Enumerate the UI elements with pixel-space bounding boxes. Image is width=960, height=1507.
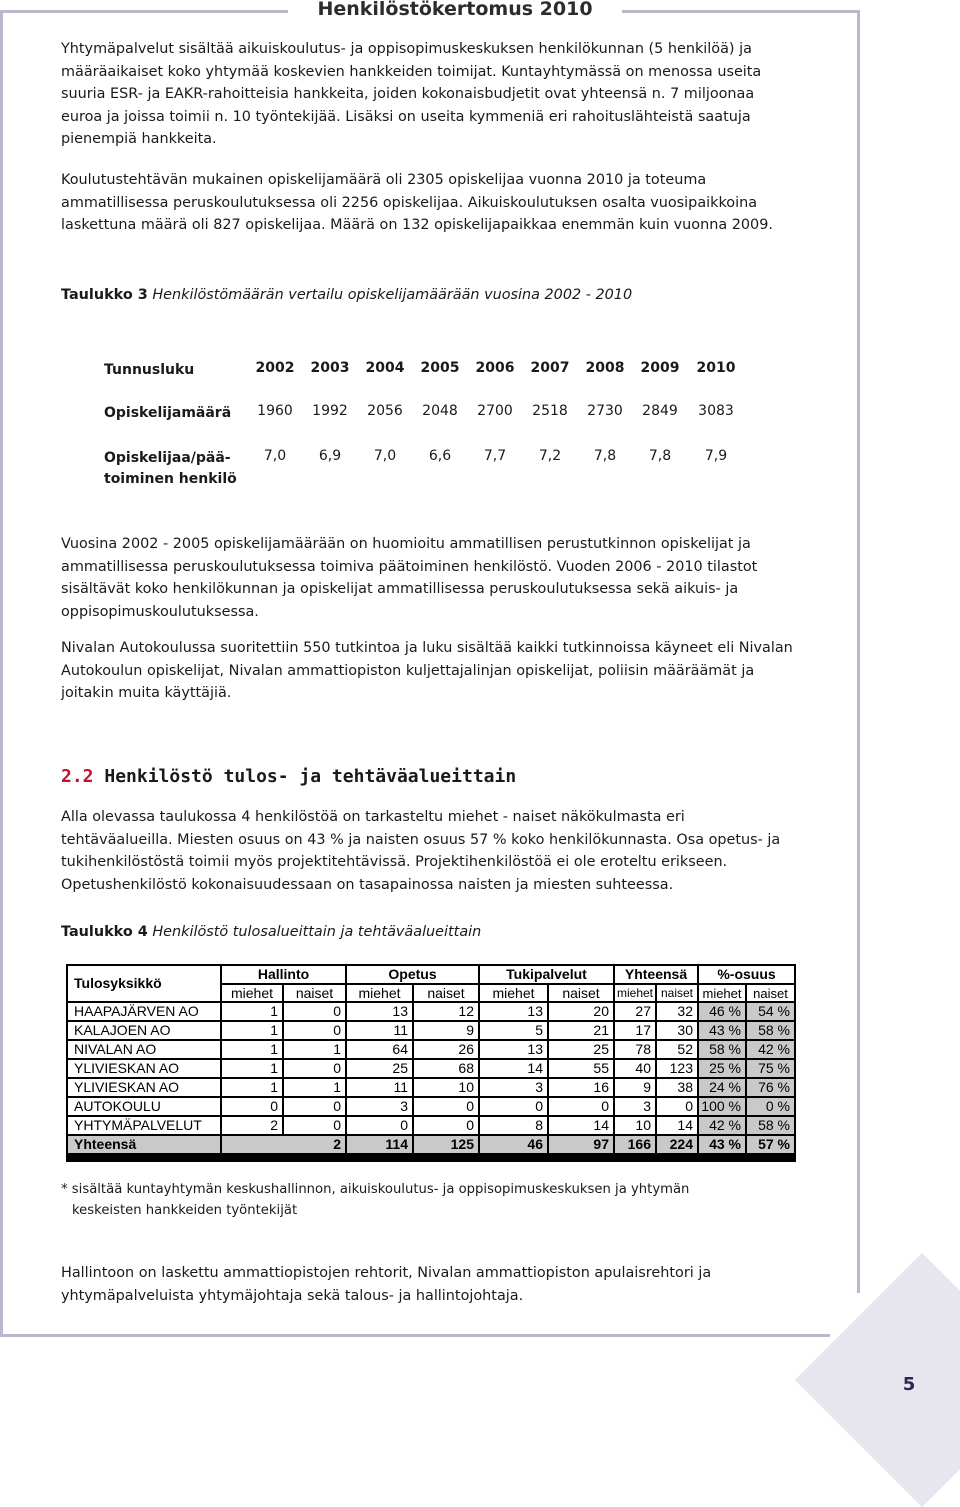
table4-cell: 17 <box>615 1022 655 1039</box>
table4-cell: 1 <box>222 1079 282 1096</box>
section-number: 2.2 <box>61 766 94 787</box>
table3-caption-title: Henkilöstömäärän vertailu opiskelijamäärään vuosina 2002 - 2010 <box>152 287 633 303</box>
table4 <box>66 964 796 1162</box>
table4-cell: 78 <box>615 1041 655 1058</box>
table4-caption-title: Henkilöstö tulosalueittain ja tehtäväalueittain <box>152 924 482 940</box>
table4-total-cell: 114 <box>347 1136 412 1153</box>
table4-cell: 24 % <box>699 1079 745 1096</box>
document-header-title: Henkilöstökertomus 2010 <box>317 0 593 20</box>
table4-total-cell: 43 % <box>699 1136 745 1153</box>
table4-cell: 3 <box>615 1098 655 1115</box>
table4-cell: 38 <box>657 1079 697 1096</box>
paragraph-2: Koulutustehtävän mukainen opiskelijamäärä oli 2305 opiskelijaa vuonna 2010 ja toteuma ammatillisessa peruskoulutuksessa oli 2256 opiskelijaa. Aikuiskoulutuksen osalta vuosipaikkoina laskettuna määrä oli 827 opiskelijaa. Määrä on 132 opiskelijapaikkaa enemmän kuin vuonna 2009. <box>61 172 773 233</box>
table4-cell: 1 <box>222 1022 282 1039</box>
table4-sub-header: naiset <box>657 985 697 1001</box>
table4-sub-header: naiset <box>414 985 478 1001</box>
table4-cell: 21 <box>549 1022 613 1039</box>
table4-cell: 0 <box>414 1117 478 1134</box>
table3-row-label-line2: toiminen henkilö <box>104 471 237 487</box>
table4-cell: 5 <box>480 1022 547 1039</box>
table4-cell: 54 % <box>747 1003 794 1020</box>
table4-sub-header: miehet <box>480 985 547 1001</box>
table4-cell: 14 <box>657 1117 697 1134</box>
table4-corner-label: Tulosyksikkö <box>68 966 220 1001</box>
table4-cell: 52 <box>657 1041 697 1058</box>
table4-cell: 0 <box>549 1098 613 1115</box>
table4-cell: 32 <box>657 1003 697 1020</box>
table4-total-cell: 166 <box>615 1136 655 1153</box>
table4-cell: 0 % <box>747 1098 794 1115</box>
table3-cell: 7,2 <box>538 448 562 464</box>
table4-group-header: Hallinto <box>222 966 345 983</box>
frame-right <box>857 10 860 1293</box>
table3-header-label: Tunnusluku <box>104 362 195 378</box>
table4-cell: 0 <box>414 1098 478 1115</box>
table3-year: 2009 <box>640 360 680 376</box>
table4-cell: 30 <box>657 1022 697 1039</box>
table4-cell: 10 <box>615 1117 655 1134</box>
paragraph-3: Vuosina 2002 - 2005 opiskelijamäärään on huomioitu ammatillisen perustutkinnon opiskelijat ja ammatillisessa peruskoulutuksessa toimiva päätoiminen henkilöstö. Vuoden 2006 - 2010 tilastot sisältävät koko henkilökunnan ja opiskelijat ammatillisessa peruskoulutuksessa sekä aikuis- ja oppisopimuskoulutuksessa. <box>61 536 758 620</box>
table4-cell: 42 % <box>699 1117 745 1134</box>
table3-cell: 7,0 <box>263 448 287 464</box>
table3-cell: 7,9 <box>704 448 728 464</box>
table3-cell: 6,9 <box>318 448 342 464</box>
table3-row-label-line1: Opiskelijaa/pää- <box>104 450 231 466</box>
table4-cell: 42 % <box>747 1041 794 1058</box>
paragraph-6: Hallintoon on laskettu ammattiopistojen rehtorit, Nivalan ammattiopiston apulaisrehtori ja yhtymäpalveluista yhtymäjohtaja sekä talous- ja hallintojohtaja. <box>61 1265 712 1304</box>
table4-sub-header: naiset <box>284 985 345 1001</box>
table4-cell: 0 <box>222 1098 282 1115</box>
table4-cell: 123 <box>657 1060 697 1077</box>
table4-total-cell: 46 <box>480 1136 547 1153</box>
table3-row-label <box>104 448 244 490</box>
table4-cell: 46 % <box>699 1003 745 1020</box>
table4-cell: 58 % <box>699 1041 745 1058</box>
table4-cell: 0 <box>284 1098 345 1115</box>
table3-caption <box>61 287 632 303</box>
table4-group-header: %-osuus <box>699 966 794 983</box>
table4-cell: 40 <box>615 1060 655 1077</box>
table3-cell: 7,8 <box>593 448 617 464</box>
table4-cell: 55 <box>549 1060 613 1077</box>
table3-cell: 1992 <box>312 403 348 419</box>
table3-cell: 6,6 <box>428 448 452 464</box>
table4-total-cell: 125 <box>414 1136 478 1153</box>
table4-cell: 20 <box>549 1003 613 1020</box>
table3-cell: 2700 <box>477 403 513 419</box>
table3-cell: 1960 <box>257 403 293 419</box>
table4-cell: 3 <box>480 1079 547 1096</box>
table4-row-label: HAAPAJÄRVEN AO <box>68 1003 220 1020</box>
table3-year: 2006 <box>475 360 515 376</box>
table4-group-header: Yhteensä <box>615 966 697 983</box>
table4-total-cell: 2 <box>222 1136 345 1153</box>
table4-cell: 3 <box>347 1098 412 1115</box>
table3-year: 2005 <box>420 360 460 376</box>
table4-cell: 1 <box>284 1041 345 1058</box>
table3-cell: 3083 <box>698 403 734 419</box>
table3-cell: 2730 <box>587 403 623 419</box>
table4-cell: 25 <box>549 1041 613 1058</box>
table4-group-header: Opetus <box>347 966 478 983</box>
table4-caption-label: Taulukko 4 <box>61 924 148 940</box>
table4-cell: 12 <box>414 1003 478 1020</box>
table4-cell: 1 <box>222 1041 282 1058</box>
table3-year: 2010 <box>696 360 736 376</box>
table4-caption <box>61 924 481 940</box>
table4-cell: 0 <box>284 1022 345 1039</box>
footnote-line1: * sisältää kuntayhtymän keskushallinnon, aikuiskoulutus- ja oppisopimuskeskuksen ja yhtymän <box>61 1182 690 1197</box>
table4-cell: 8 <box>480 1117 547 1134</box>
table4-cell: 76 % <box>747 1079 794 1096</box>
footnote-line2: keskeisten hankkeiden työntekijät <box>72 1202 298 1218</box>
table4-sub-header: naiset <box>747 985 794 1001</box>
table4-cell: 14 <box>480 1060 547 1077</box>
table4-sub-header: naiset <box>549 985 613 1001</box>
footnote <box>61 1180 791 1221</box>
table4-cell: 10 <box>414 1079 478 1096</box>
table3-cell: 7,8 <box>648 448 672 464</box>
table4-cell: 25 <box>347 1060 412 1077</box>
table4-cell: 68 <box>414 1060 478 1077</box>
table4-total-cell: 57 % <box>747 1136 794 1153</box>
table4-cell: 26 <box>414 1041 478 1058</box>
frame-top-left <box>0 10 288 13</box>
table4-cell: 75 % <box>747 1060 794 1077</box>
section-heading <box>61 766 516 787</box>
table4-row-label: AUTOKOULU <box>68 1098 220 1115</box>
table4-cell: 0 <box>284 1003 345 1020</box>
table3-cell: 7,7 <box>483 448 507 464</box>
table4-cell: 13 <box>347 1003 412 1020</box>
table4-sub-header: miehet <box>347 985 412 1001</box>
table4-cell: 9 <box>615 1079 655 1096</box>
table3-caption-label: Taulukko 3 <box>61 287 148 303</box>
table4-sub-header: miehet <box>699 985 745 1001</box>
table3-year: 2008 <box>585 360 625 376</box>
table4-cell: 43 % <box>699 1022 745 1039</box>
table4-group-header: Tukipalvelut <box>480 966 613 983</box>
table4-cell: 1 <box>222 1060 282 1077</box>
table4-cell: 0 <box>657 1098 697 1115</box>
table4-row-label: YLIVIESKAN AO <box>68 1079 220 1096</box>
table4-cell: 100 % <box>699 1098 745 1115</box>
table4-cell: 64 <box>347 1041 412 1058</box>
table4-cell: 25 % <box>699 1060 745 1077</box>
table4-cell: 11 <box>347 1022 412 1039</box>
table3-cell: 2849 <box>642 403 678 419</box>
table3-year: 2002 <box>255 360 295 376</box>
table4-cell: 13 <box>480 1041 547 1058</box>
table4-row-label: KALAJOEN AO <box>68 1022 220 1039</box>
table3-cell: 2056 <box>367 403 403 419</box>
paragraph-5: Alla olevassa taulukossa 4 henkilöstöä on tarkasteltu miehet - naiset näkökulmasta eri tehtäväalueilla. Miesten osuus on 43 % ja naisten osuus 57 % koko henkilökunnasta. Osa opetus- ja tukihenkilöstöstä toimii myös projektitehtävissä. Projektihenkilöstöä ei ole eroteltu erikseen. Opetushenkilöstö kokonaisuudessaan on tasapainossa naisten ja miesten suhteessa. <box>61 809 781 893</box>
table4-total-cell: 97 <box>549 1136 613 1153</box>
page-number-badge <box>795 1253 960 1507</box>
frame-left <box>0 10 3 1337</box>
frame-top-right <box>622 10 860 13</box>
table4-cell: 58 % <box>747 1117 794 1134</box>
table4-cell: 0 <box>480 1098 547 1115</box>
table3-row-label: Opiskelijamäärä <box>104 405 232 421</box>
table4-row-label: YLIVIESKAN AO <box>68 1060 220 1077</box>
table3-cell: 7,0 <box>373 448 397 464</box>
table4-cell: 11 <box>347 1079 412 1096</box>
paragraph-1: Yhtymäpalvelut sisältää aikuiskoulutus- ja oppisopimuskeskuksen henkilökunnan (5 henkilöä) ja määräaikaiset koko yhtymää koskevien hankkeiden toimijat. Kuntayhtymässä on menossa useita suuria ESR- ja EAKR-rahoitteisia hankkeita, joiden kokonaisbudjetit ovat yhteensä n. 7 miljoonaa euroa ja joissa toimii n. 10 työntekijää. Lisäksi on useita kymmeniä eri rahoituslähteistä saatuja pienempiä hankkeita. <box>61 41 762 147</box>
page-number: 5 <box>902 1374 916 1395</box>
table4-cell: 0 <box>284 1117 345 1134</box>
table4-total-label: Yhteensä <box>68 1136 220 1153</box>
table4-cell: 13 <box>480 1003 547 1020</box>
paragraph-4: Nivalan Autokoulussa suoritettiin 550 tutkintoa ja luku sisältää kaikki tutkinnoissa käyneet eli Nivalan Autokoulun opiskelijat, Nivalan ammattiopiston kuljettajalinjan opiskelijat, poliisin määräämät ja joitakin muita käyttäjiä. <box>61 640 793 701</box>
table4-cell: 1 <box>222 1003 282 1020</box>
table3-cell: 2048 <box>422 403 458 419</box>
table4-total-cell: 224 <box>657 1136 697 1153</box>
table4-cell: 2 <box>222 1117 282 1134</box>
table4-row-label: NIVALAN AO <box>68 1041 220 1058</box>
table4-cell: 9 <box>414 1022 478 1039</box>
table4-cell: 16 <box>549 1079 613 1096</box>
table4-sub-header: miehet <box>222 985 282 1001</box>
section-title: Henkilöstö tulos- ja tehtäväalueittain <box>104 766 517 787</box>
table3-cell: 2518 <box>532 403 568 419</box>
table3-year: 2003 <box>310 360 350 376</box>
table4-cell: 1 <box>284 1079 345 1096</box>
table4-sub-header: miehet <box>616 986 654 1000</box>
table4-row-label: YHTYMÄPALVELUT <box>68 1117 220 1134</box>
table4-cell: 0 <box>284 1060 345 1077</box>
table4-cell: 27 <box>615 1003 655 1020</box>
frame-bottom <box>0 1334 830 1337</box>
table4-cell: 58 % <box>747 1022 794 1039</box>
table3-year: 2004 <box>365 360 405 376</box>
table4-cell: 14 <box>549 1117 613 1134</box>
table3-year: 2007 <box>530 360 570 376</box>
table4-cell: 0 <box>347 1117 412 1134</box>
